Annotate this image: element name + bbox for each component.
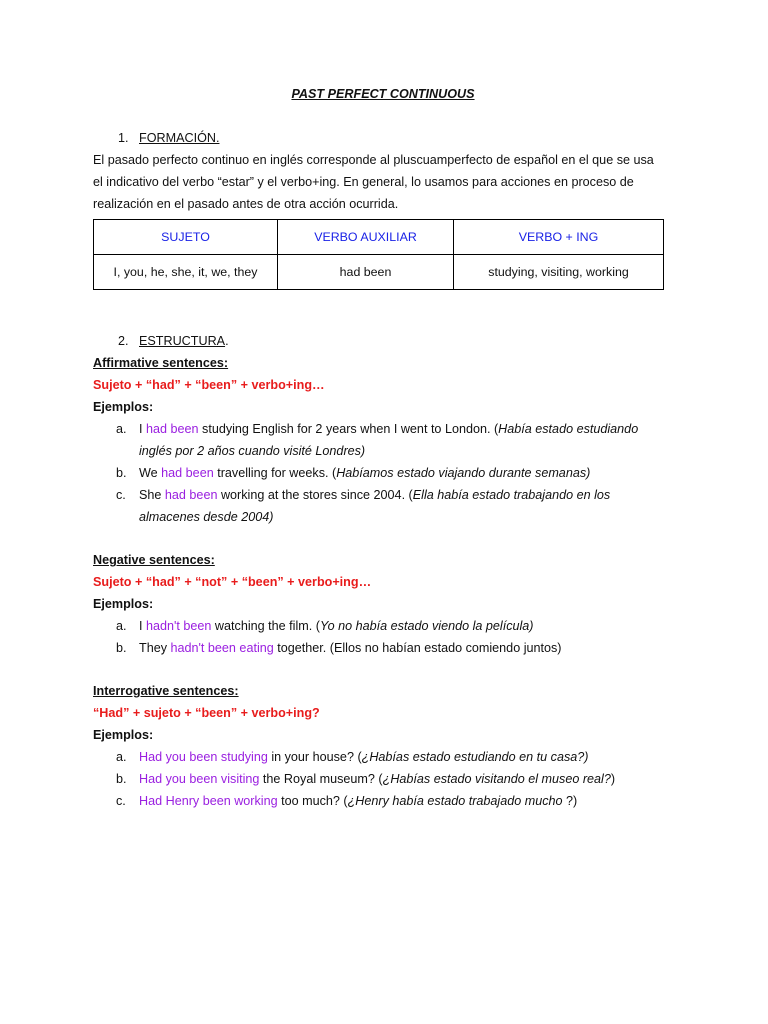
table-cell: studying, visiting, working xyxy=(454,255,664,290)
example-pre: They xyxy=(139,641,171,655)
translation: ¿Habías estado visitando el museo real? xyxy=(382,772,611,786)
highlight-text: Had you been visiting xyxy=(139,772,260,786)
list-marker: a. xyxy=(116,422,127,436)
list-item xyxy=(116,418,646,462)
table-header-cell: VERBO AUXILIAR xyxy=(278,220,454,255)
example-text xyxy=(139,615,646,637)
example-text xyxy=(139,637,646,659)
affirmative-formula: Sujeto + “had” + “been” + verbo+ing… xyxy=(93,378,325,392)
interrogative-formula: “Had” + sujeto + “been” + verbo+ing? xyxy=(93,706,320,720)
examples-label: Ejemplos: xyxy=(93,597,154,611)
example-post: working at the stores since 2004. ( xyxy=(217,488,413,502)
list-marker: a. xyxy=(116,619,127,633)
examples-label: Ejemplos: xyxy=(93,728,154,742)
highlight-text: Had you been studying xyxy=(139,750,268,764)
table-row xyxy=(94,255,664,290)
translation: Había estado estudiando xyxy=(498,422,639,436)
example-text xyxy=(139,768,646,790)
list-marker: b. xyxy=(116,466,127,480)
section-label: ESTRUCTURA xyxy=(139,334,226,348)
list-marker: b. xyxy=(116,641,127,655)
example-text xyxy=(139,462,646,484)
example-text xyxy=(139,484,646,506)
list-item xyxy=(116,637,646,659)
interrogative-heading: Interrogative sentences: xyxy=(93,684,239,698)
translation: ¿Habías estado estudiando en tu casa?) xyxy=(361,750,589,764)
example-post: together. (Ellos no habían estado comiendo juntos) xyxy=(273,641,562,655)
translation: Habíamos estado viajando durante semanas) xyxy=(336,466,591,480)
translation: Yo no había estado viendo la película) xyxy=(319,619,534,633)
example-text xyxy=(139,418,646,440)
affirmative-heading: Affirmative sentences: xyxy=(93,356,229,370)
example-pre: We xyxy=(139,466,162,480)
section-number: 1. xyxy=(118,131,129,145)
list-marker: b. xyxy=(116,772,127,786)
highlight-text: Had Henry been working xyxy=(139,794,278,808)
paragraph-line: realización en el pasado antes de otra acción ocurrida. xyxy=(93,197,399,211)
formacion-paragraph xyxy=(93,149,668,215)
example-post: in your house? ( xyxy=(267,750,362,764)
section-label: FORMACIÓN. xyxy=(139,131,220,145)
page-title: PAST PERFECT CONTINUOUS xyxy=(291,87,475,101)
table-header-cell: VERBO + ING xyxy=(454,220,664,255)
example-pre: She xyxy=(139,488,165,502)
example-post: travelling for weeks. ( xyxy=(213,466,337,480)
section-number: 2. xyxy=(118,334,129,348)
section-period: . xyxy=(225,334,229,348)
list-marker: a. xyxy=(116,750,127,764)
example-end: ?) xyxy=(566,794,578,808)
example-text xyxy=(139,790,646,812)
examples-label: Ejemplos: xyxy=(93,400,154,414)
highlight-text: hadn't been eating xyxy=(170,641,274,655)
translation-line-2: almacenes desde 2004) xyxy=(139,510,274,524)
list-item xyxy=(116,484,646,528)
translation: Ella había estado trabajando en los xyxy=(412,488,611,502)
highlight-text: had been xyxy=(146,422,199,436)
list-item xyxy=(116,790,646,812)
translation: ¿Henry había estado trabajado mucho xyxy=(347,794,567,808)
negative-heading: Negative sentences: xyxy=(93,553,215,567)
table-header-row xyxy=(94,220,664,255)
highlight-text: hadn't been xyxy=(146,619,212,633)
negative-formula: Sujeto + “had” + “not” + “been” + verbo+ing… xyxy=(93,575,372,589)
paragraph-line: El pasado perfecto continuo en inglés corresponde al pluscuamperfecto de español en el que se usa xyxy=(93,153,654,167)
example-pre: I xyxy=(139,619,146,633)
table-header-cell: SUJETO xyxy=(94,220,278,255)
structure-table xyxy=(93,219,664,290)
example-end: ) xyxy=(610,772,616,786)
paragraph-line: el indicativo del verbo “estar” y el verbo+ing. En general, lo usamos para acciones en proceso de xyxy=(93,175,634,189)
section-formacion-heading xyxy=(118,130,219,146)
example-text xyxy=(139,746,646,768)
list-item xyxy=(116,746,646,768)
example-post: too much? ( xyxy=(277,794,348,808)
table-cell: had been xyxy=(278,255,454,290)
table-cell: I, you, he, she, it, we, they xyxy=(94,255,278,290)
list-marker: c. xyxy=(116,794,126,808)
example-post: studying English for 2 years when I went to London. ( xyxy=(198,422,499,436)
list-item xyxy=(116,462,646,484)
list-item xyxy=(116,615,646,637)
example-post: the Royal museum? ( xyxy=(259,772,383,786)
highlight-text: had been xyxy=(164,488,218,502)
example-post: watching the film. ( xyxy=(211,619,320,633)
translation-line-2: inglés por 2 años cuando visité Londres) xyxy=(139,444,366,458)
list-marker: c. xyxy=(116,488,126,502)
list-item xyxy=(116,768,646,790)
example-pre: I xyxy=(139,422,146,436)
highlight-text: had been xyxy=(161,466,214,480)
section-estructura-heading xyxy=(118,333,229,349)
